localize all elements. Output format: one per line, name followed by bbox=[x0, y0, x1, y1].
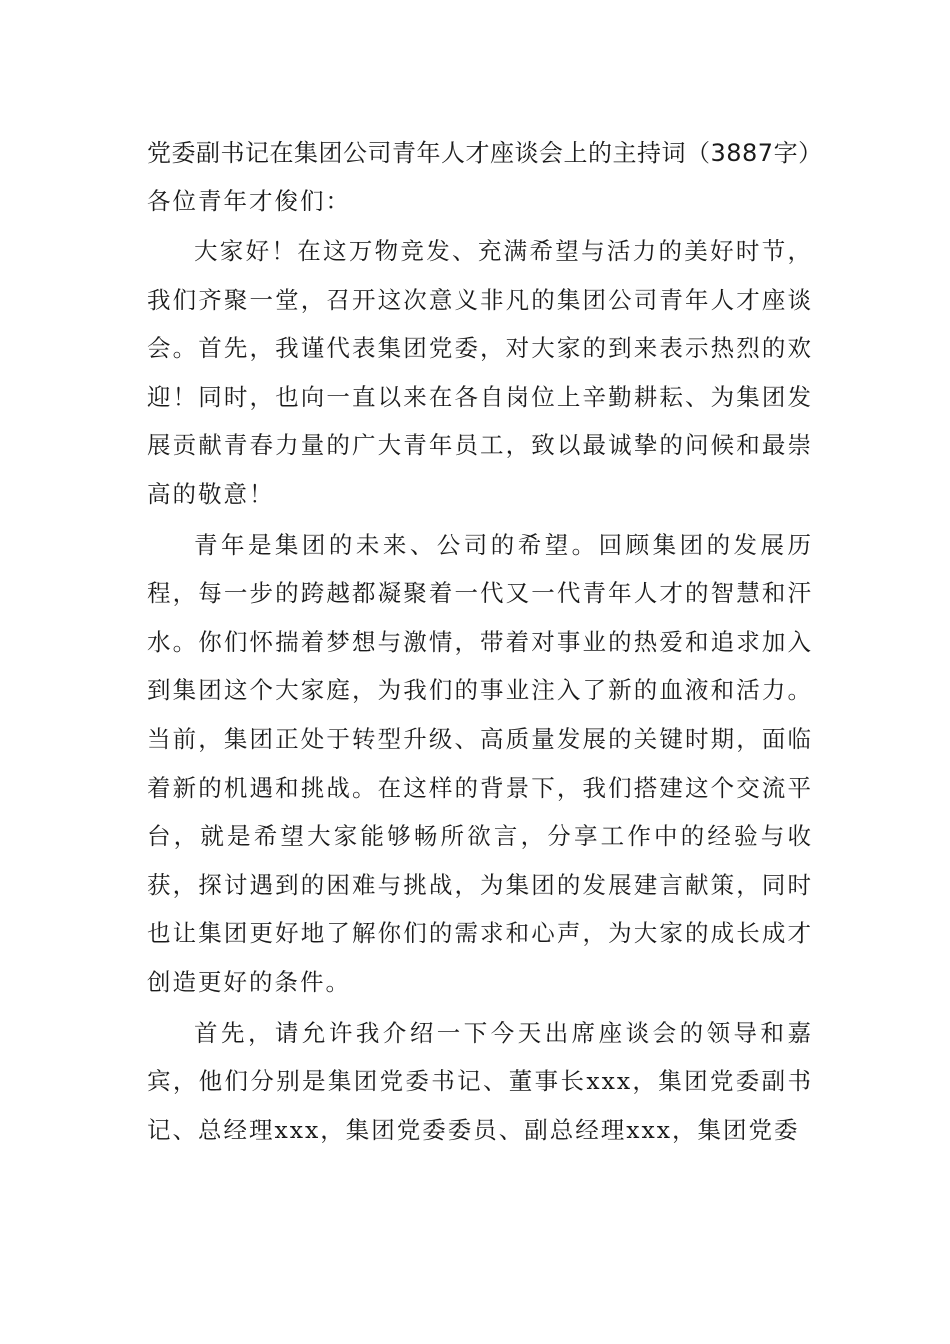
document-title: 党委副书记在集团公司青年人才座谈会上的主持词（3887字） bbox=[147, 139, 823, 167]
document-body bbox=[147, 130, 823, 1154]
paragraph-3: 首先，请允许我介绍一下今天出席座谈会的领导和嘉宾，他们分别是集团党委书记、董事长xxx，集团党委副书记、总经理xxx，集团党委委员、副总经理xxx，集团党委 bbox=[147, 1018, 813, 1144]
paragraph-2: 青年是集团的未来、公司的希望。回顾集团的发展历程，每一步的跨越都凝聚着一代又一代青年人才的智慧和汗水。你们怀揣着梦想与激情，带着对事业的热爱和追求加入到集团这个大家庭，为我们的事业注入了新的血液和活力。当前，集团正处于转型升级、高质量发展的关键时期，面临着新的机遇和挑战。在这样的背景下，我们搭建这个交流平台，就是希望大家能够畅所欲言，分享工作中的经验与收获，探讨遇到的困难与挑战，为集团的发展建言献策，同时也让集团更好地了解你们的需求和心声，为大家的成长成才创造更好的条件。 bbox=[147, 530, 813, 996]
salutation: 各位青年才俊们： bbox=[147, 187, 351, 215]
paragraph-1: 大家好！在这万物竞发、充满希望与活力的美好时节，我们齐聚一堂，召开这次意义非凡的集团公司青年人才座谈会。首先，我谨代表集团党委，对大家的到来表示热烈的欢迎！同时，也向一直以来在各自岗位上辛勤耕耘、为集团发展贡献青春力量的广大青年员工，致以最诚挚的问候和最崇高的敬意！ bbox=[147, 237, 813, 508]
